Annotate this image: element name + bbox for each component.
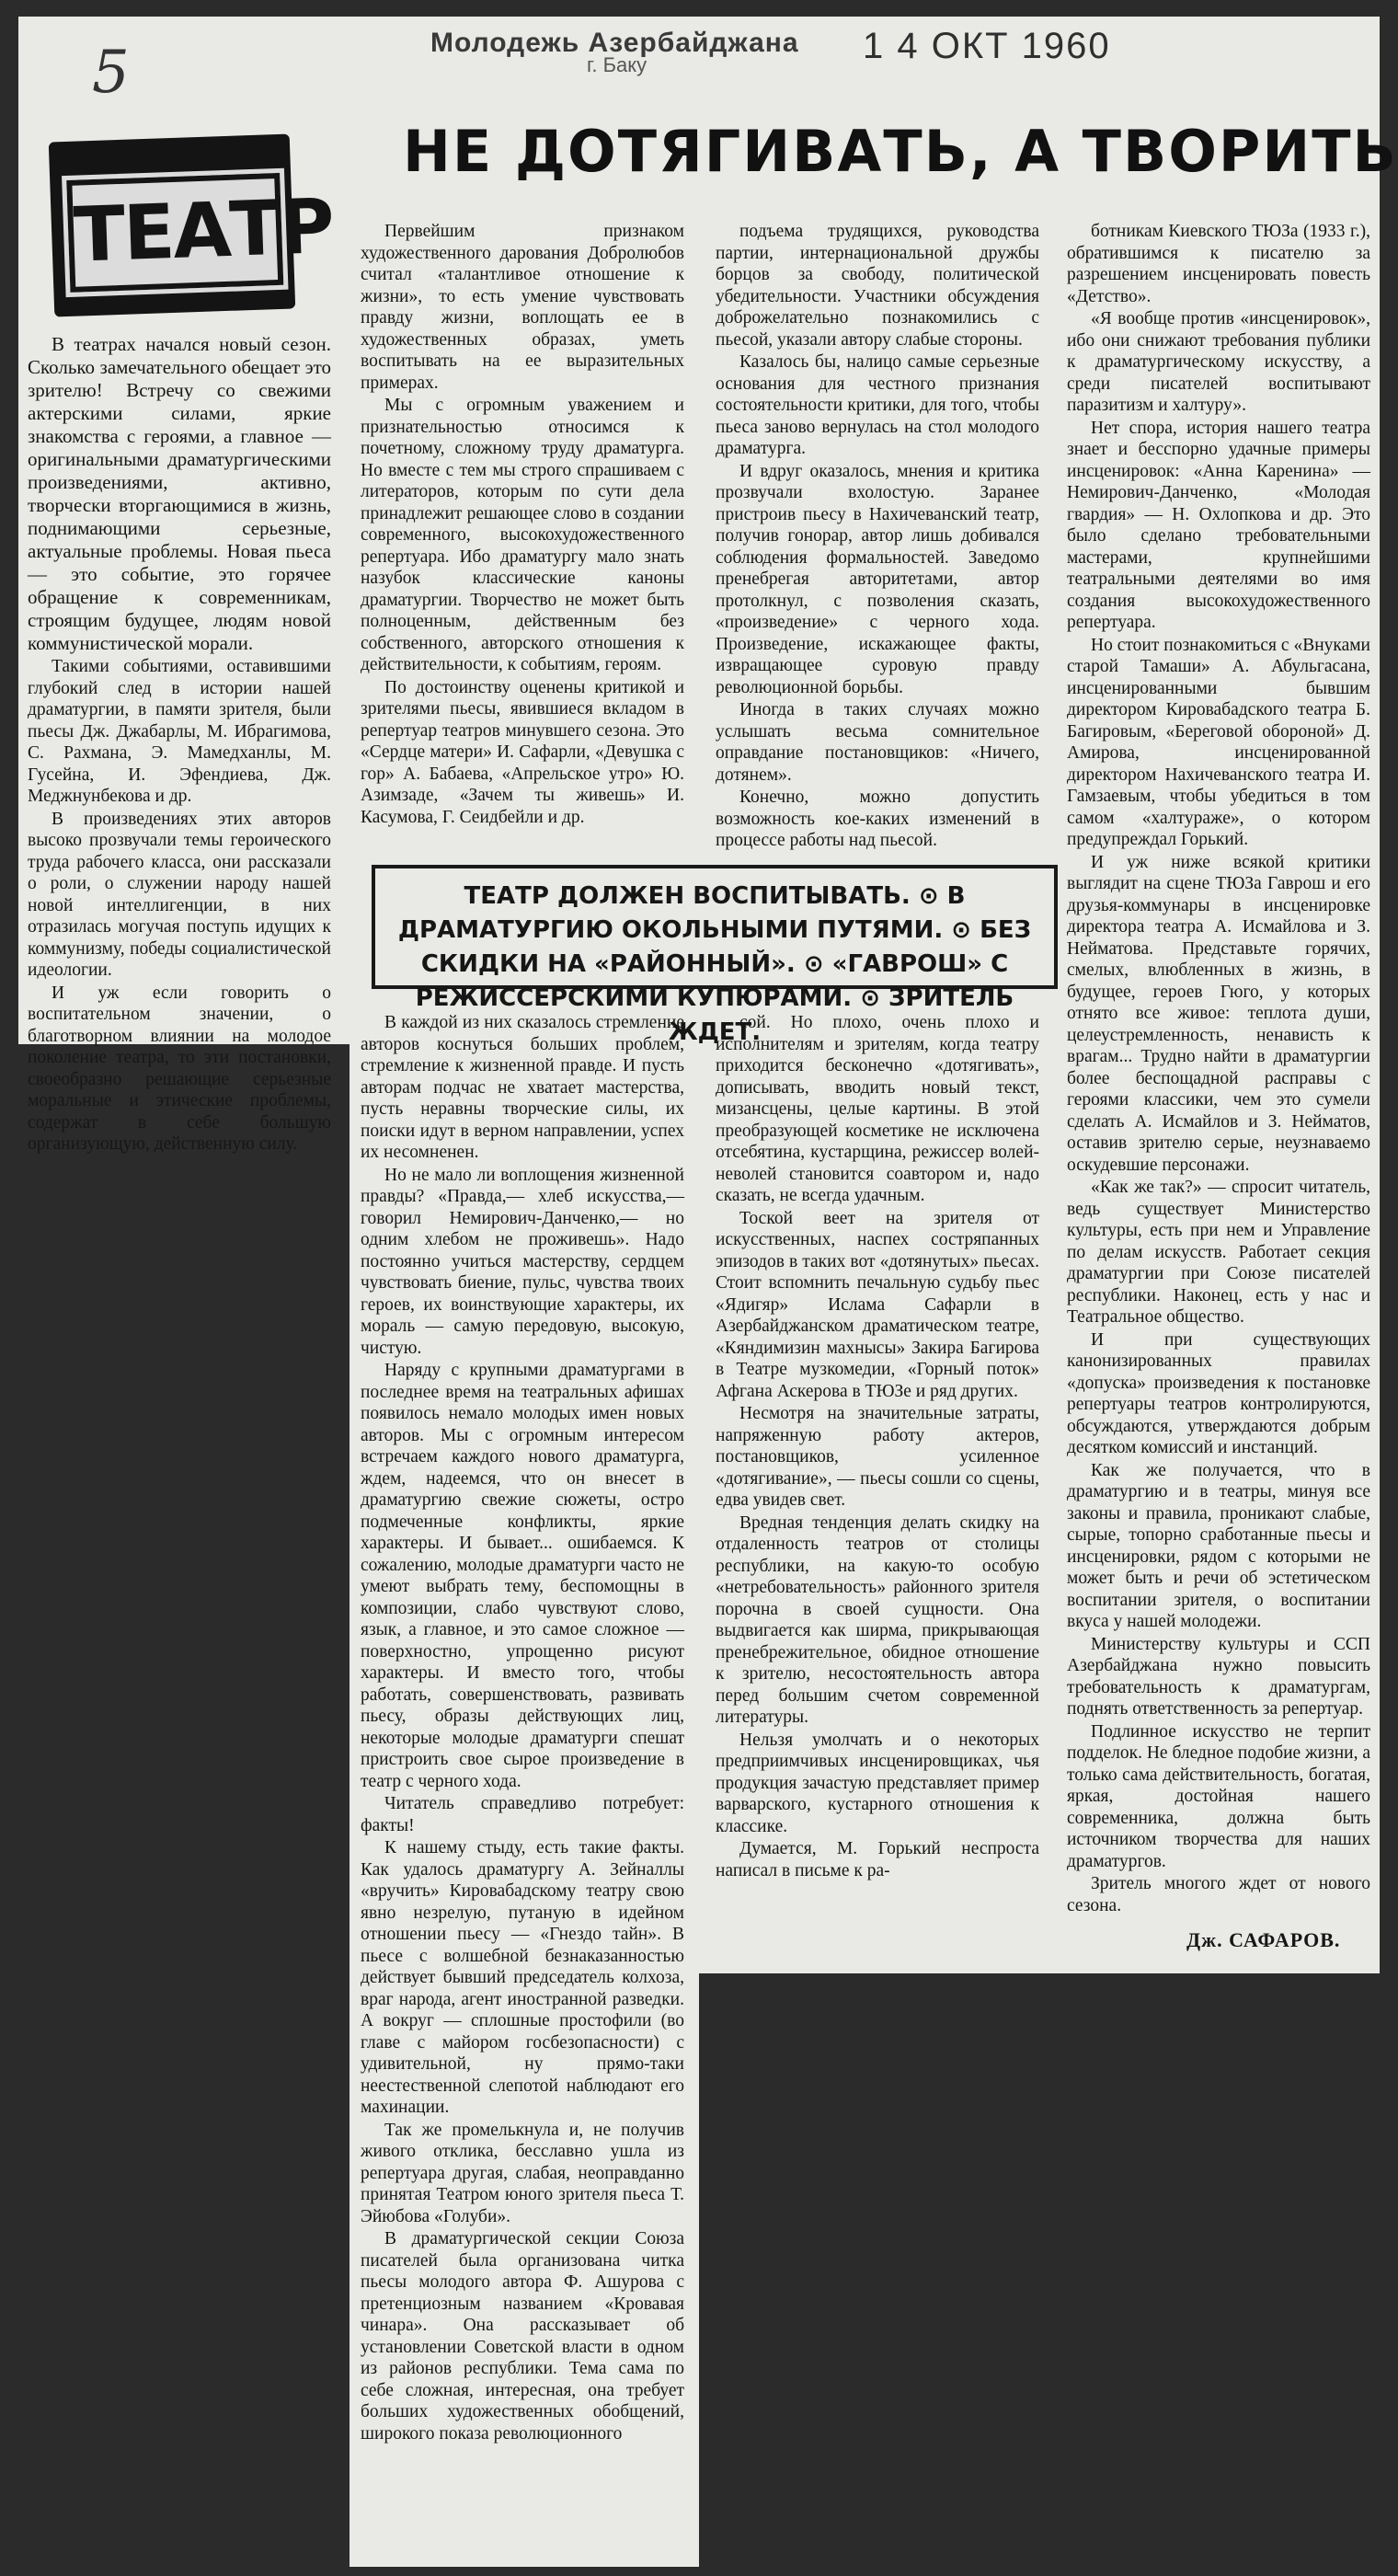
article-paragraph: Но не мало ли воплощения жизненной правды? «Правда,— хлеб искусства,— говорил Немирович-Данченко,— но одним хлебом не проживешь». Надо постоянно учиться мастерству, сердцем чувствовать биение, пульс, чувства твоих героев, их воинствующие характеры, их мораль — самую передовую, высокую, чистую. xyxy=(361,1165,684,1358)
article-paragraph: Наряду с крупными драматургами в последнее время на театральных афишах появилось немало молодых имен новых авторов. Мы с огромным интересом встречаем каждого нового драматурга, ждем, надеемся, что он внесет в драматургию свежие сюжеты, остро подмеченные конфликты, яркие характеры. И бывает... ошибаемся. К сожалению, молодые драматурги часто не умеют выбрать тему, беспомощны в композиции, слабо чувствуют слово, язык, а главное, и это самое сложное — поверхностно, упрощенно рисуют характеры. И вместо того, чтобы работать, совершенствовать, развивать пьесу, образы действующих лиц, некоторые молодые драматурги спешат пристроить свое сырое произведение в театр с черного хода. xyxy=(361,1361,684,1791)
article-paragraph: Зритель многого ждет от нового сезона. xyxy=(1067,1874,1370,1915)
article-paragraph: Первейшим признаком художественного дарования Добролюбов считал «талантливое отношение к жизни», то есть умение чувствовать правду жизни, воплощать ее в художественных образах, уметь воспитывать на ее выразительных примерах. xyxy=(361,222,684,393)
article-paragraph: В каждой из них сказалось стремление авторов коснуться больших проблем, стремление к жизненной правде. И пусть авторам подчас не хватает мастерства, пусть неравны творческие силы, их поиски идут в верном направлении, успех их несомненен. xyxy=(361,1013,684,1162)
article-paragraph: «Как же так?» — спросит читатель, ведь существует Министерство культуры, есть при нем и Управление по делам искусств. Работает секция драматургии при Союзе писателей республики. Наконец, есть у нас и Театральное общество. xyxy=(1067,1178,1370,1327)
article-paragraph: В драматургической секции Союза писателей была организована читка пьесы молодого автора Ф. Ашурова с претенциозным названием «Кровавая чинара». Она рассказывает об установлении Советской власти в одном из районов республики. Тема сама по себе сложная, интересная, она требует больших художественных обобщений, широкого показа революционного xyxy=(361,2229,684,2444)
article-paragraph: По достоинству оценены критикой и зрителями пьесы, явившиеся вкладом в репертуар театров минувшего сезона. Это «Сердце матери» И. Сафарли, «Девушка с гор» А. Бабаева, «Апрельское утро» Ю. Азимзаде, «Зачем ты живешь» И. Касумова, Г. Сеидбейли и др. xyxy=(361,677,684,827)
article-paragraph: В театрах начался новый сезон. Сколько замечательного обещает это зрителю! Встречу со свежими актерскими силами, яркие знакомства с героями, а главное — оригинальными драматургическими произведениями, активно, творчески вторгающимися в жизнь, поднимающими серьезные, актуальные проблемы. Новая пьеса — это событие, это горячее обращение к современникам, строящим будущее, людям новой коммунистической морали. xyxy=(28,333,331,654)
article-paragraph: Конечно, можно допустить возможность кое-каких изменений в процессе работы над пьесой. xyxy=(716,788,1039,850)
article-paragraph: ботникам Киевского ТЮЗа (1933 г.), обратившимся к писателю за разрешением инсценировать повесть «Детство». xyxy=(1067,222,1370,306)
handwritten-mark: 5 xyxy=(92,39,130,107)
city-stamp: г. Баку xyxy=(587,53,647,76)
article-paragraph: Вредная тенденция делать скидку на отдаленность театров от столицы республики, на какую-то особую «нетребовательность» районного зрителя порочна в своей сущности. Она выдвигается как ширма, прикрывающая пренебрежительное, обидное отношение к зрителю, несостоятельность автора перед большим счетом современной литературы. xyxy=(716,1512,1039,1727)
article-paragraph: подъема трудящихся, руководства партии, интернациональной дружбы борцов за свободу, политической убедительности. Участники обсуждения доброжелательно познакомились с пьесой, указали автору слабые стороны. xyxy=(716,222,1039,350)
summary-box: ТЕАТР ДОЛЖЕН ВОСПИТЫВАТЬ. ⊙ В ДРАМАТУРГИЮ ОКОЛЬНЫМИ ПУТЯМИ. ⊙ БЕЗ СКИДКИ НА «РАЙОННЫЙ». ⊙ «ГАВРОШ» С РЕЖИССЕРСКИМИ КУПЮРАМИ. ⊙ ЗРИТЕЛЬ ЖДЕТ. xyxy=(372,865,1058,989)
article-paragraph: Как же получается, что в драматургию и в театры, минуя все законы и правила, проникают слабые, сырые, топорно сработанные пьесы и инсценировки, рядом с которыми не может быть и речи об эстетическом воспитании зрителя, о воспитании вкуса у нашей молодежи. xyxy=(1067,1460,1370,1631)
article-paragraph: «Я вообще против «инсценировок», ибо они снижают требования публики к драматургическому искусству, а среди писателей воспитывают паразитизм и халтуру». xyxy=(1067,309,1370,415)
article-paragraph: И при существующих канонизированных правилах «допуска» произведения к постановке репертуары театров контролируются, обсуждаются, утверждаются добрым десятком комиссий и инстанций. xyxy=(1067,1329,1370,1457)
article-column-2-continued xyxy=(361,1012,684,2558)
article-column-1 xyxy=(28,333,331,1154)
article-paragraph: Подлинное искусство не терпит подделок. Не бледное подобие жизни, а только сама действительность, богатая, яркая, достойная нашего современника, должна быть источником творчества для наших драматургов. xyxy=(1067,1721,1370,1871)
author-signature: Дж. САФАРОВ. xyxy=(1186,1928,1341,1951)
article-paragraph: Министерству культуры и ССП Азербайджана нужно повысить требовательность к драматургам, поднять ответственность за репертуар. xyxy=(1067,1634,1370,1719)
article-paragraph: В произведениях этих авторов высоко прозвучали темы героического труда рабочего класса, они рассказали о роли, о служении народу нашей новой интеллигенции, в них отразилась могучая поступь идущих к коммунизму, победы социалистической идеологии. xyxy=(28,809,331,980)
rubric-label: ТЕАТР xyxy=(66,173,283,293)
article-paragraph: Мы с огромным уважением и признательностью относимся к почетному, сложному труду драматурга. Но вместе с тем мы строго спрашиваем с литераторов, которым по сути дела принадлежит решающее слово в создании современного, высокохудожественного репертуара. Ибо драматургу мало знать назубок классические каноны драматургии. Творчество не может быть полноценным, действенным без собственного, авторского отношения к действительности, к событиям, героям. xyxy=(361,396,684,674)
article-paragraph: Но стоит познакомиться с «Внуками старой Тамаши» А. Абульгасана, инсценированными бывшим директором Кировабадского театра Б. Багировым, «Береговой обороной» Д. Амирова, инсценированной директором Нахичеванского театра И. Гамзаевым, чтобы убедиться в том самом «халтураже», о котором предупреждал Горький. xyxy=(1067,635,1370,849)
source-stamp: Молодежь Азербайджана xyxy=(430,28,799,58)
article-paragraph: Несмотря на значительные затраты, напряженную работу актеров, постановщиков, усиленное «дотягивание», — пьесы сошли со сцены, едва увидев свет. xyxy=(716,1404,1039,1510)
article-paragraph: И уж если говорить о воспитательном значении, о благотворном влиянии на молодое поколение театра, то эти постановки, своеобразно решающие серьезные моральные и этические проблемы, содержат в себе большую организующую, действенную силу. xyxy=(28,983,331,1154)
article-paragraph: Нельзя умолчать и о некоторых предприимчивых инсценировщиках, чья продукция зачастую представляет пример варварского, кустарного отношения к классике. xyxy=(716,1730,1039,1836)
article-column-3 xyxy=(716,221,1039,865)
rubric-badge xyxy=(49,133,335,316)
date-stamp: 1 4 ОКТ 1960 xyxy=(863,26,1111,66)
article-column-4 xyxy=(1067,221,1370,2116)
article-column-2 xyxy=(361,221,684,865)
article-paragraph: Иногда в таких случаях можно услышать весьма сомнительное оправдание постановщиков: «Ничего, дотянем». xyxy=(716,700,1039,785)
article-paragraph: сой. Но плохо, очень плохо и исполнителям и зрителям, когда театру приходится бесконечно «дотягивать», дописывать, вводить новый текст, мизансцены, целые картины. В этой преобразующей косметике не исключена отсебятина, кустарщина, режиссер волей-неволей становится соавтором и, надо сказать, не всегда удачным. xyxy=(716,1013,1039,1205)
article-headline: НЕ ДОТЯГИВАТЬ, А ТВОРИТЬ xyxy=(403,118,1398,185)
article-paragraph: Такими событиями, оставившими глубокий след в истории нашей драматургии, в памяти зрителя, были пьесы Дж. Джабарлы, М. Ибрагимова, С. Рахмана, Э. Мамедханлы, М. Гусейна, И. Эфендиева, Дж. Меджнунбекова и др. xyxy=(28,657,331,806)
article-paragraph: Читатель справедливо потребует: факты! xyxy=(361,1794,684,1835)
article-paragraph: И вдруг оказалось, мнения и критика прозвучали вхолостую. Заранее пристроив пьесу в Нахичеванский театр, получив гонорар, автор лишь добивался соблюдения формальностей. Заведомо пренебрегая авторитетами, автор протолкнул, с позволения сказать, «произведение» с черного хода. Произведение, искажающее факты, извращающее суровую правду революционной борьбы. xyxy=(716,461,1039,697)
article-paragraph: К нашему стыду, есть такие факты. Как удалось драматургу А. Зейналлы «вручить» Кировабадскому театру свою явно незрелую, путаную в идейном отношении пьесу — «Гнездо тайн». В пьесе с волшебной безнаказанностью действует бывший председатель колхоза, враг народа, агент иностранной разведки. А вокруг — сплошные простофили (во главе с майором госбезопасности) с удивительной, ну прямо-таки неестественной слепотой наблюдают его махинации. xyxy=(361,1838,684,2117)
article-column-3-continued xyxy=(716,1012,1039,1978)
article-paragraph: Казалось бы, налицо самые серьезные основания для честного признания состоятельности критики, для того, чтобы пьеса заново вернулась на стол молодого драматурга. xyxy=(716,352,1039,458)
article-paragraph: И уж ниже всякой критики выглядит на сцене ТЮЗа Гаврош и его друзья-коммунары в инсценировке директора театра А. Исмайлова и З. Нейматова. Представьте горячих, смелых, влюбленных в жизнь, в будущее, героев Гюго, у которых отнято все живое: теплота души, целеустремленность, ненависть к врагам... Трудно найти в драматургии более беспощадной расправы с героями классики, чем это сумели сделать А. Исмайлов и З. Нейматов, оставив зрителю серые, неузнаваемо оскудевшие персонажи. xyxy=(1067,852,1370,1175)
article-paragraph: Думается, М. Горький неспроста написал в письме к ра- xyxy=(716,1839,1039,1880)
article-paragraph: Нет спора, история нашего театра знает и бесспорно удачные примеры инсценировок: «Анна Каренина» — Немирович-Данченко, «Молодая гвардия» — Н. Охлопкова и др. Это было сделано требовательными мастерами, крупнейшими театральными деятелями во имя создания высокохудожественного репертуара. xyxy=(1067,418,1370,632)
article-paragraph: Тоской веет на зрителя от искусственных, наспех состряпанных эпизодов в таких вот «дотянутых» пьесах. Стоит вспомнить печальную судьбу пьес «Ядигяр» Ислама Сафарли в Азербайджанском драматическом театре, «Кяндимизин махнысы» Закира Багирова в Театре музкомедии, «Горный поток» Афгана Аскерова в ТЮЗе и ряд других. xyxy=(716,1208,1039,1401)
article-paragraph: Так же промелькнула и, не получив живого отклика, бесславно ушла из репертуара другая, слабая, неоправданно принятая Театром юного зрителя пьеса Т. Эйюбова «Голуби». xyxy=(361,2120,684,2226)
